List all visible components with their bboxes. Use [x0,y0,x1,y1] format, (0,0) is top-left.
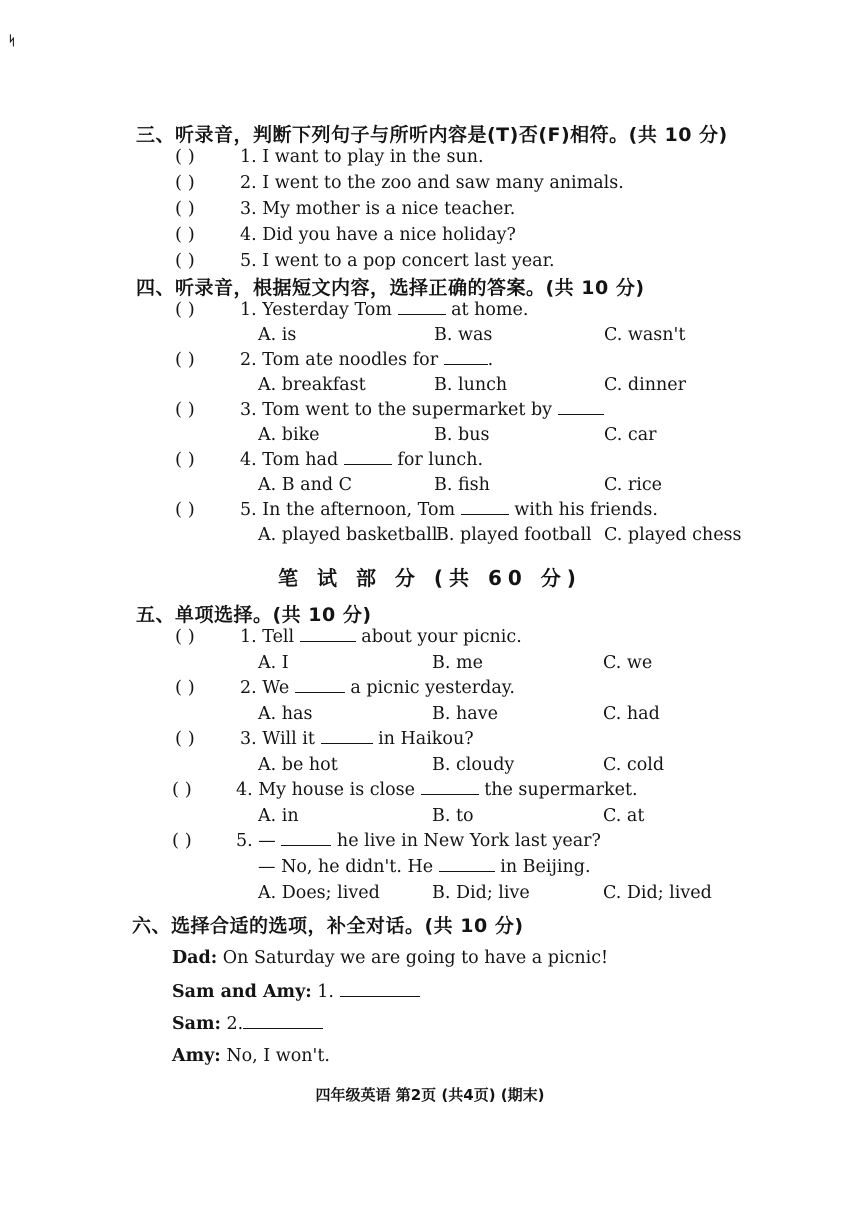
question-text-line-2: — No, he didn't. He in Beijing. [258,857,591,877]
section-6-heading: 六、选择合适的选项，补全对话。(共 10 分) [132,915,524,937]
option-c: C. Did; lived [603,883,712,903]
option-b: B. was [434,325,493,345]
option-a: A. breakfast [258,375,366,395]
answer-blank[interactable] [444,350,488,365]
option-a: A. Does; lived [258,883,380,903]
question-text: 3. Tom went to the supermarket by [240,400,604,420]
question-text: 2. I went to the zoo and saw many animals. [240,173,624,193]
option-a: A. be hot [258,755,338,775]
question-text: 4. Tom had for lunch. [240,450,484,470]
option-c: C. at [603,806,645,826]
option-c: C. dinner [604,375,686,395]
question-text: 2. We a picnic yesterday. [240,678,515,698]
answer-paren: ( ) [175,349,195,370]
corner-mark: ᛋ [8,34,15,49]
option-b: B. fish [434,475,490,495]
answer-paren: ( ) [175,250,195,271]
option-a: A. I [258,653,289,673]
answer-paren: ( ) [175,299,195,320]
answer-blank[interactable] [344,450,392,465]
answer-paren: ( ) [175,728,195,749]
option-c: C. car [604,425,657,445]
option-a: A. has [258,704,313,724]
question-text: 3. Will it in Haikou? [240,729,474,749]
answer-blank[interactable] [421,780,479,795]
answer-paren: ( ) [175,224,195,245]
answer-blank[interactable] [295,678,345,693]
option-b: B. cloudy [432,755,515,775]
option-c: C. rice [604,475,663,495]
question-text: 4. My house is close the supermarket. [236,780,638,800]
answer-paren: ( ) [175,626,195,647]
dialog-line: Dad: On Saturday we are going to have a picnic! [172,948,609,968]
answer-blank[interactable] [300,627,356,642]
answer-paren: ( ) [172,779,192,800]
option-c: C. we [603,653,653,673]
speaker: Amy: [172,1046,221,1066]
option-b: B. bus [434,425,490,445]
question-text: 5. — he live in New York last year? [236,831,601,851]
option-b: B. lunch [434,375,508,395]
speaker: Sam: [172,1014,221,1034]
written-part-title: 笔 试 部 分 (共 60 分) [278,566,582,590]
option-a: A. bike [258,425,320,445]
answer-blank[interactable] [340,982,420,997]
question-text: 3. My mother is a nice teacher. [240,199,516,219]
answer-blank[interactable] [398,300,446,315]
answer-blank[interactable] [461,500,509,515]
answer-paren: ( ) [175,399,195,420]
question-text: 4. Did you have a nice holiday? [240,225,516,245]
option-c: C. had [603,704,660,724]
question-text: 1. I want to play in the sun. [240,147,484,167]
section-5-heading: 五、单项选择。(共 10 分) [136,604,372,626]
option-c: C. wasn't [604,325,686,345]
answer-paren: ( ) [172,830,192,851]
dialog-line: Sam: 2. [172,1014,323,1034]
answer-blank[interactable] [439,857,495,872]
answer-paren: ( ) [175,198,195,219]
answer-paren: ( ) [175,499,195,520]
answer-blank[interactable] [243,1014,323,1029]
page-footer: 四年级英语 第2页 (共4页) (期末) [315,1086,545,1104]
option-a: A. played basketball [258,525,438,545]
speaker: Sam and Amy: [172,982,312,1002]
answer-paren: ( ) [175,677,195,698]
question-text: 1. Yesterday Tom at home. [240,300,529,320]
answer-blank[interactable] [321,729,373,744]
option-b: B. Did; live [432,883,530,903]
option-a: A. is [258,325,297,345]
question-text: 1. Tell about your picnic. [240,627,522,647]
option-b: B. have [432,704,498,724]
answer-paren: ( ) [175,146,195,167]
option-c: C. played chess [604,525,742,545]
option-c: C. cold [603,755,665,775]
question-text: 5. In the afternoon, Tom with his friends. [240,500,658,520]
dialog-line: Sam and Amy: 1. [172,982,420,1002]
question-text: 5. I went to a pop concert last year. [240,251,555,271]
speaker: Dad: [172,948,218,968]
answer-blank[interactable] [281,831,331,846]
section-3-heading: 三、听录音，判断下列句子与所听内容是(T)否(F)相符。(共 10 分) [136,124,728,146]
option-a: A. B and C [258,475,353,495]
answer-blank[interactable] [558,400,604,415]
dialog-line: Amy: No, I won't. [172,1046,330,1066]
option-b: B. played football [436,525,592,545]
section-4-heading: 四、听录音，根据短文内容，选择正确的答案。(共 10 分) [136,277,645,299]
answer-paren: ( ) [175,449,195,470]
option-b: B. to [432,806,474,826]
option-b: B. me [432,653,483,673]
answer-paren: ( ) [175,172,195,193]
question-text: 2. Tom ate noodles for . [240,350,494,370]
option-a: A. in [258,806,299,826]
